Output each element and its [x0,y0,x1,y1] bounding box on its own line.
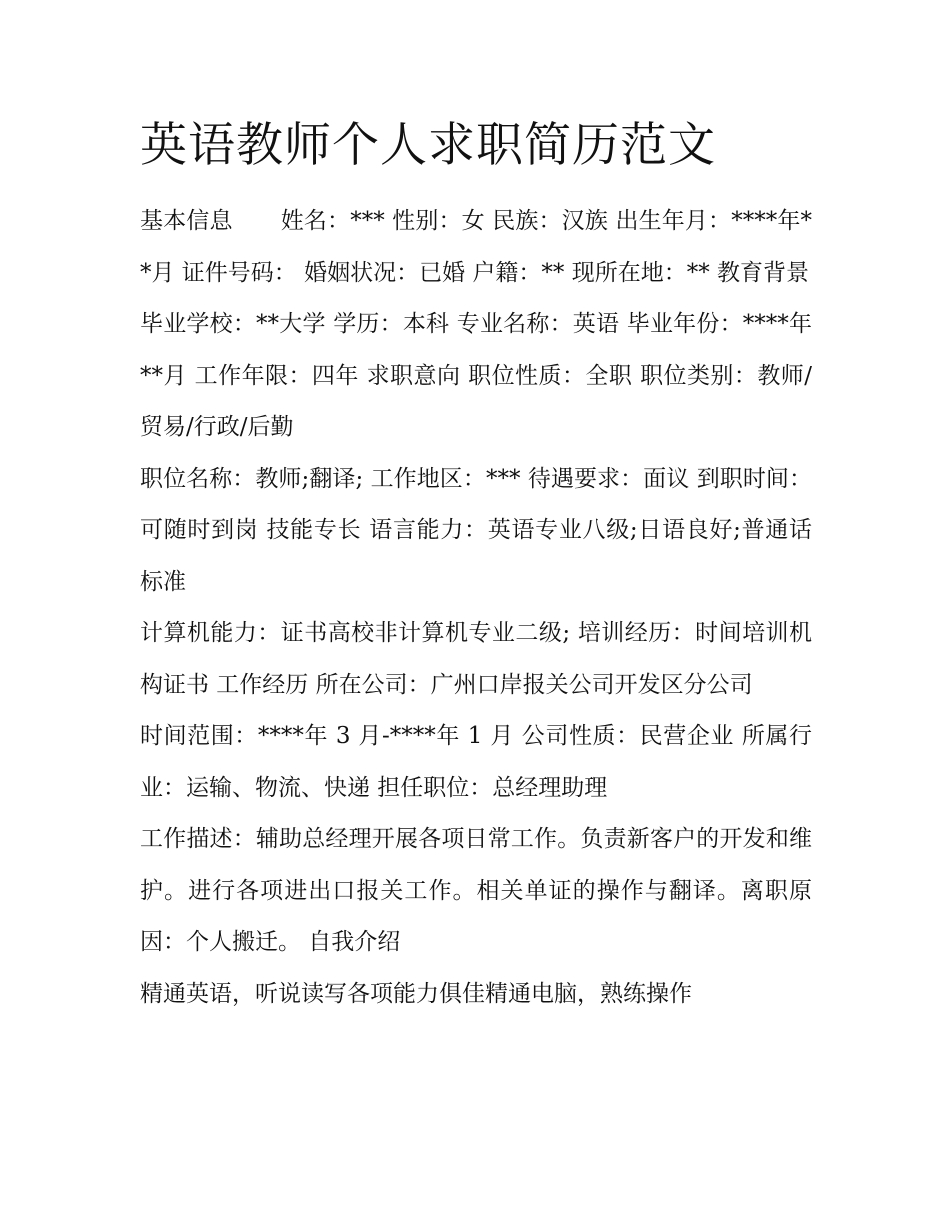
document-title: 英语教师个人求职简历范文 [140,118,716,173]
paragraph-text: 姓名：*** 性别：女 民族：汉族 出生年月：****年**月 证件号码： 婚姻状况：已婚 户籍：** 现所在地：** 教育背景 [140,208,813,286]
paragraph-basic-info [140,196,812,299]
paragraph-job-intent: 职位名称：教师;翻译; 工作地区：*** 待遇要求：面议 到职时间：可随时到岗 技能专长 语言能力：英语专业八级;日语良好;普通话标准 [140,465,812,595]
paragraph-skills: 计算机能力：证书高校非计算机专业二级; 培训经历：时间培训机构证书 工作经历 所在公司：广州口岸报关公司开发区分公司 [140,620,812,698]
paragraph-self-intro: 精通英语，听说读写各项能力俱佳精通电脑，熟练操作 [140,980,692,1007]
paragraph-education: 毕业学校：**大学 学历：本科 专业名称：英语 毕业年份：****年**月 工作年限：四年 求职意向 职位性质：全职 职位类别：教师/贸易/行政/后勤 [140,311,812,440]
paragraph-work-period: 时间范围：****年 3 月-****年 1 月 公司性质：民营企业 所属行业：运输、物流、快递 担任职位：总经理助理 [140,723,812,801]
document-body [140,196,812,1020]
paragraph-work-description: 工作描述：辅助总经理开展各项日常工作。负责新客户的开发和维护。进行各项进出口报关工作。相关单证的操作与翻译。离职原因：个人搬迁。 自我介绍 [140,826,812,955]
section-label-basic-info: 基本信息 [140,208,233,234]
